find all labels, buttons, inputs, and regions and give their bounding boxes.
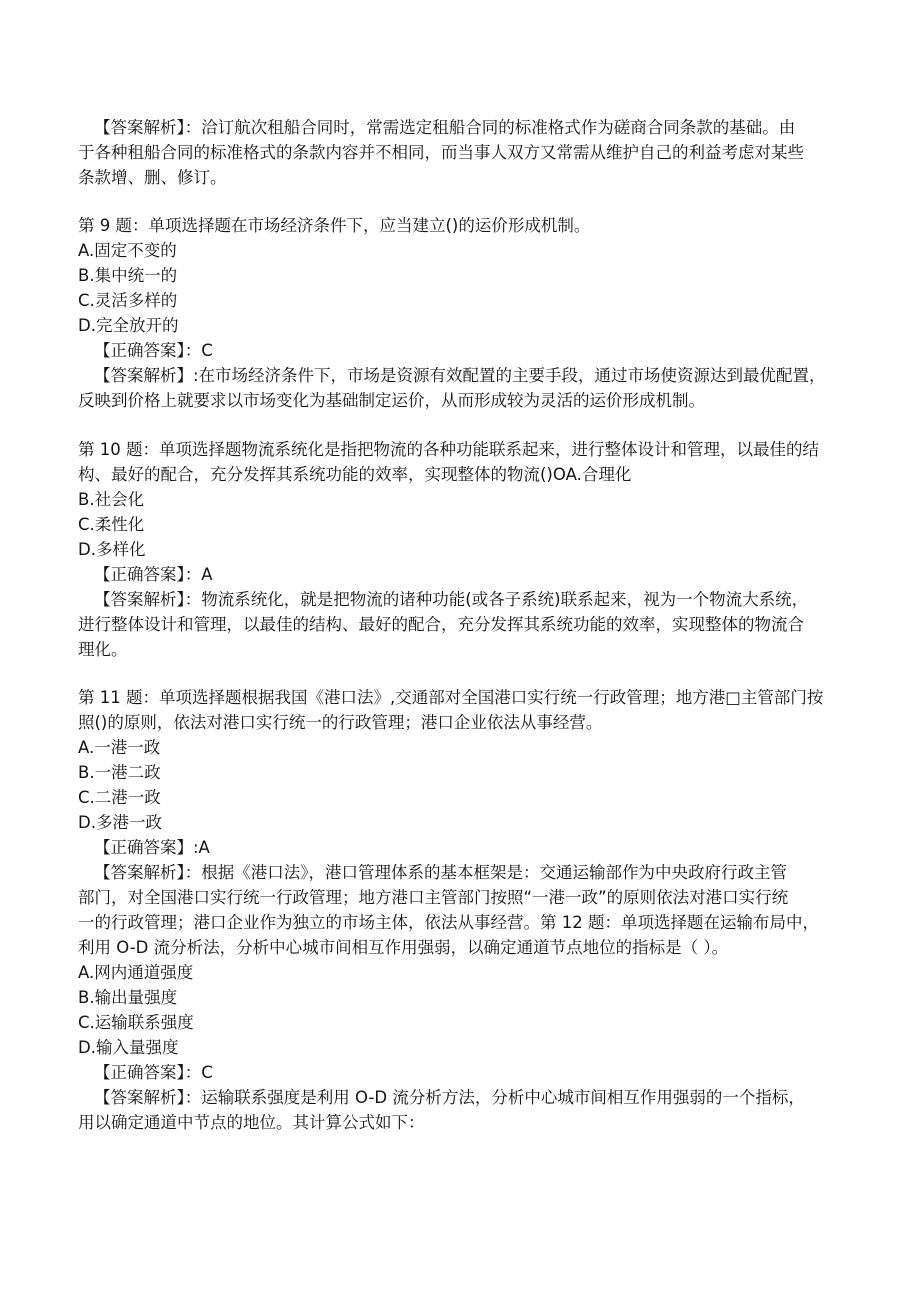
question-9-option-a: A.固定不变的 xyxy=(78,241,177,260)
question-10-option-c: C.柔性化 xyxy=(78,515,145,534)
question-11-option-c: C.二港一政 xyxy=(78,788,161,807)
question-12-option-c: C.运输联系强度 xyxy=(78,1013,194,1032)
question-11-analysis-line-3: 一的行政管理；港口企业作为独立的市场主体，依法从事经营。第 12 题：单项选择题在运输布局中， xyxy=(78,913,819,932)
question-10-option-d: D.多样化 xyxy=(78,540,146,559)
question-9-option-b: B.集中统一的 xyxy=(78,266,178,285)
question-12-option-b: B.输出量强度 xyxy=(78,988,178,1007)
question-11-analysis-line-1: 【答案解析】：根据《港口法》，港口管理体系的基本框架是：交通运输部作为中央政府行政主管 xyxy=(94,863,787,882)
question-10-analysis-line-3: 理化。 xyxy=(78,640,128,659)
question-12-analysis-line-1: 【答案解析】：运输联系强度是利用 O-D 流分析方法，分析中心城市间相互作用强弱的一个指标， xyxy=(94,1088,805,1107)
question-12-stem: 利用 O-D 流分析法，分析中心城市间相互作用强弱，以确定通道节点地位的指标是（ ）。 xyxy=(78,938,729,957)
question-9-stem: 第 9 题：单项选择题在市场经济条件下，应当建立()的运价形成机制。 xyxy=(78,216,591,235)
question-10-stem-line-2: 构、最好的配合，充分发挥其系统功能的效率，实现整体的物流()OA.合理化 xyxy=(78,465,632,484)
question-10-stem-line-1: 第 10 题：单项选择题物流系统化是指把物流的各种功能联系起来，进行整体设计和管理，以最佳的结 xyxy=(78,440,819,459)
question-12-analysis-line-2: 用以确定通道中节点的地位。其计算公式如下： xyxy=(78,1113,425,1132)
question-9-option-d: D.完全放开的 xyxy=(78,316,179,335)
question-10-correct-answer: 【正确答案】：A xyxy=(94,565,213,584)
answer-analysis-q8-line-2: 于各种租船合同的标准格式的条款内容并不相同，而当事人双方又常需从维护自己的利益考虑对某些 xyxy=(78,143,804,162)
question-11-analysis-line-2: 部门，对全国港口实行统一行政管理；地方港口主管部门按照“一港一政”的原则依法对港口实行统 xyxy=(78,888,789,907)
question-11-stem-line-2: 照()的原则，依法对港口实行统一的行政管理；港口企业依法从事经营。 xyxy=(78,713,603,732)
question-12-correct-answer: 【正确答案】：C xyxy=(94,1063,213,1082)
answer-analysis-q8-line-3: 条款增、删、修订。 xyxy=(78,168,227,187)
question-9-analysis-line-2: 反映到价格上就要求以市场变化为基础制定运价，从而形成较为灵活的运价形成机制。 xyxy=(78,391,705,410)
question-10-analysis-line-1: 【答案解析】：物流系统化，就是把物流的诸种功能(或各子系统)联系起来，视为一个物流大系统， xyxy=(94,590,809,609)
question-11-option-d: D.多港一政 xyxy=(78,813,162,832)
question-10-option-b: B.社会化 xyxy=(78,490,145,509)
question-11-correct-answer: 【正确答案】:A xyxy=(94,838,210,857)
question-11-option-a: A.一港一政 xyxy=(78,738,161,757)
question-11-option-b: B.一港二政 xyxy=(78,763,161,782)
answer-analysis-q8-line-1: 【答案解析】：洽订航次租船合同时，常需选定租船合同的标准格式作为磋商合同条款的基础。由 xyxy=(94,118,796,137)
question-9-analysis-line-1: 【答案解析】:在市场经济条件下，市场是资源有效配置的主要手段，通过市场使资源达到最优配置， xyxy=(94,366,826,385)
question-9-correct-answer: 【正确答案】：C xyxy=(94,341,213,360)
question-12-option-a: A.网内通道强度 xyxy=(78,963,194,982)
question-11-stem-line-1: 第 11 题：单项选择题根据我国《港口法》,交通部对全国港口实行统一行政管理；地方港□主管部门按 xyxy=(78,688,824,707)
question-12-option-d: D.输入量强度 xyxy=(78,1038,179,1057)
question-9-option-c: C.灵活多样的 xyxy=(78,291,178,310)
question-10-analysis-line-2: 进行整体设计和管理，以最佳的结构、最好的配合，充分发挥其系统功能的效率，实现整体的物流合 xyxy=(78,615,804,634)
